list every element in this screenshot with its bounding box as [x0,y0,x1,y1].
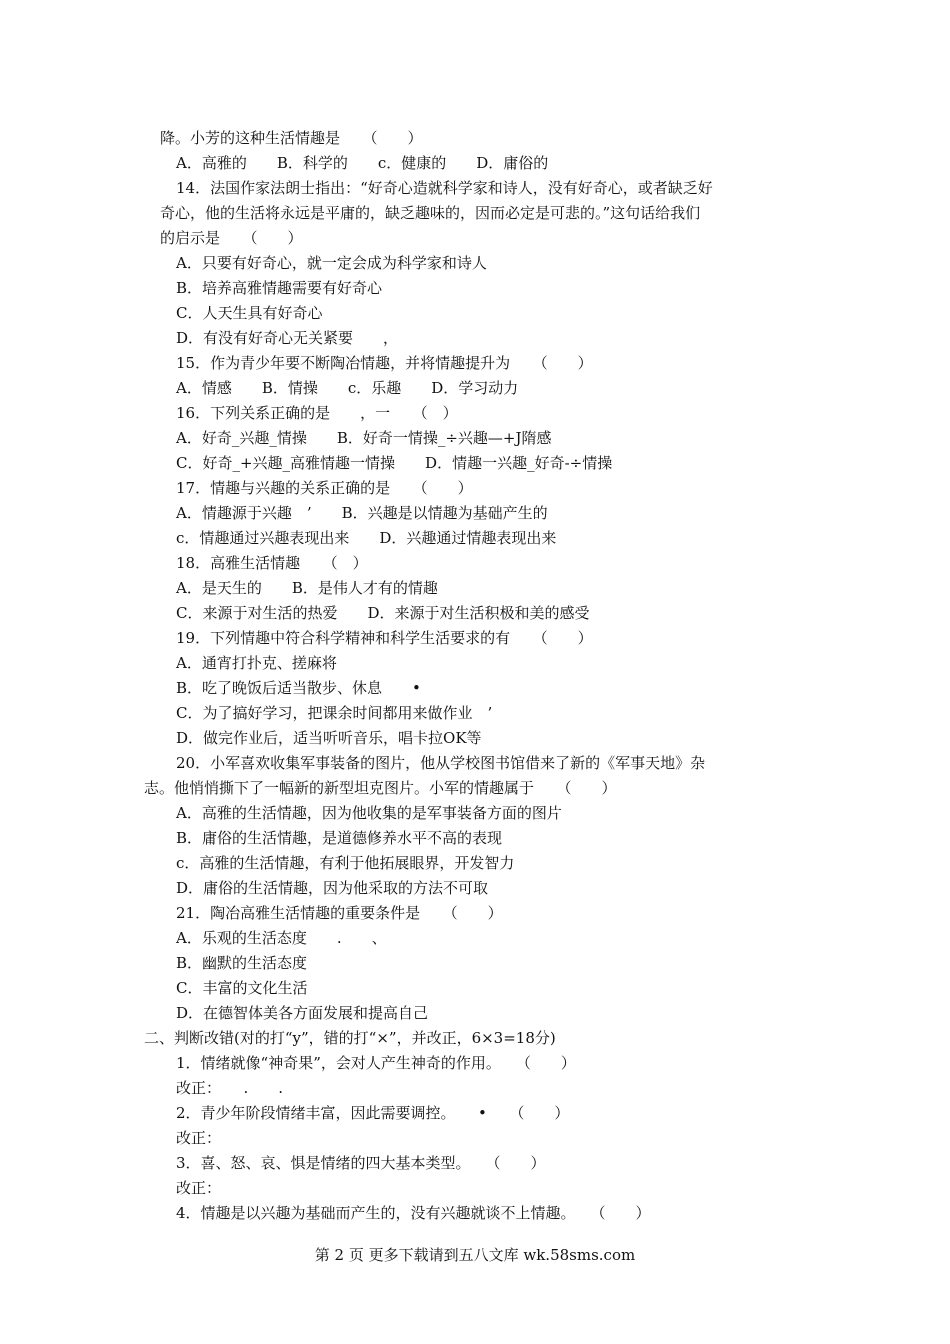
text-line: 1．情绪就像“神奇果”，会对人产生神奇的作用。 （ ） [176,1054,576,1072]
text-line: C．为了搞好学习，把课余时间都用来做作业 ’ [176,704,493,722]
text-line: D．做完作业后，适当听听音乐，唱卡拉OK等 [176,729,482,747]
section-heading: 二、判断改错(对的打“y”，错的打“×”，并改正，6×3=18分) [144,1029,556,1047]
text-line: C．丰富的文化生活 [176,979,308,997]
text-line: C．好奇_+兴趣_高雅情趣一情操 D．情趣一兴趣_好奇-÷情操 [176,454,613,472]
text-line: D．在德智体美各方面发展和提高自己 [176,1004,429,1022]
text-line: 18．高雅生活情趣 （ ） [176,554,368,572]
text-line: 改正： [176,1179,222,1197]
text-line: D．有没有好奇心无关紧要 ， [176,329,399,347]
text-line: 4．情趣是以兴趣为基础而产生的，没有兴趣就谈不上情趣。 （ ） [176,1204,651,1222]
text-line: C．来源于对生活的热爱 D．来源于对生活积极和美的感受 [176,604,590,622]
text-line: 的启示是 （ ） [160,229,303,247]
text-line: 奇心，他的生活将永远是平庸的，缺乏趣味的，因而必定是可悲的。”这句话给我们 [160,204,701,222]
text-line: A．只要有好奇心，就一定会成为科学家和诗人 [176,254,487,272]
text-line: A．高雅的生活情趣，因为他收集的是军事装备方面的图片 [176,804,562,822]
text-line: A．情感 B．情操 c．乐趣 D．学习动力 [176,379,519,397]
text-line: 改正： [176,1129,222,1147]
text-line: 2．青少年阶段情绪丰富，因此需要调控。 • （ ） [176,1104,570,1122]
text-line: B．吃了晚饭后适当散步、休息 • [176,679,421,697]
text-line: 21．陶冶高雅生活情趣的重要条件是 （ ） [176,904,503,922]
text-line: A．乐观的生活态度 . 、 [176,929,387,947]
text-line: A．好奇_兴趣_情操 B．好奇一情操_÷兴趣—+J隋感 [176,429,552,447]
text-line: 3．喜、怒、哀、惧是情绪的四大基本类型。 （ ） [176,1154,546,1172]
text-line: A．高雅的 B．科学的 c．健康的 D．庸俗的 [176,154,549,172]
text-line: A．是天生的 B．是伟人才有的情趣 [176,579,438,597]
text-line: 19．下列情趣中符合科学精神和科学生活要求的有 （ ） [176,629,593,647]
text-line: c．情趣通过兴趣表现出来 D．兴趣通过情趣表现出来 [176,529,557,547]
text-line: A．情趣源于兴趣 ’ B．兴趣是以情趣为基础产生的 [176,504,548,522]
text-line: 20．小军喜欢收集军事装备的图片，他从学校图书馆借来了新的《军事天地》杂 [176,754,706,772]
text-line: 志。他悄悄撕下了一幅新的新型坦克图片。小军的情趣属于 （ ） [144,779,617,797]
text-line: 降。小芳的这种生活情趣是 （ ） [160,129,423,147]
text-line: 15．作为青少年要不断陶冶情趣，并将情趣提升为 （ ） [176,354,593,372]
text-line: 17．情趣与兴趣的关系正确的是 （ ） [176,479,473,497]
text-line: 14．法国作家法朗士指出：“好奇心造就科学家和诗人，没有好奇心，或者缺乏好 [176,179,713,197]
text-line: B．庸俗的生活情趣，是道德修养水平不高的表现 [176,829,503,847]
text-line: c．高雅的生活情趣，有利于他拓展眼界，开发智力 [176,854,515,872]
text-line: C．人天生具有好奇心 [176,304,323,322]
text-line: 16．下列关系正确的是 ，一 （ ） [176,404,458,422]
text-line: D．庸俗的生活情趣，因为他采取的方法不可取 [176,879,489,897]
page-footer: 第 2 页 更多下载请到五八文库 wk.58sms.com [314,1246,636,1264]
text-line: A．通宵打扑克、搓麻将 [176,654,337,672]
text-line: B．培养高雅情趣需要有好奇心 [176,279,383,297]
text-line: B．幽默的生活态度 [176,954,308,972]
text-line: 改正： . . [176,1079,284,1097]
